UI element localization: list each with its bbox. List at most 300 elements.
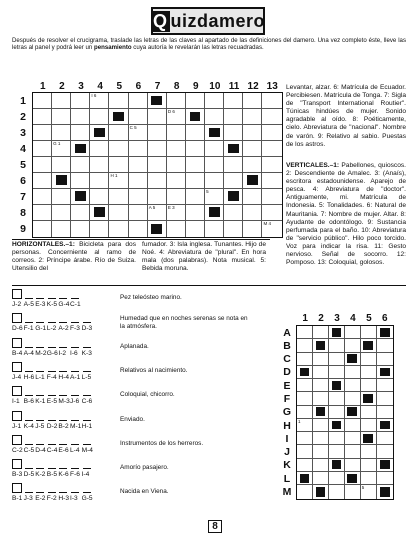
word-definition: Nacida en Viena.	[120, 488, 169, 496]
black-square	[209, 207, 220, 217]
word-puzzle-row	[12, 313, 258, 337]
panel-cell[interactable]	[361, 406, 377, 419]
crossword-cell[interactable]	[129, 93, 148, 109]
crossword-cell[interactable]	[186, 221, 205, 237]
crossword-cell[interactable]	[33, 205, 52, 221]
crossword-column-number: 1	[39, 81, 46, 92]
crossword-cell[interactable]	[186, 189, 205, 205]
answer-letter-box[interactable]	[12, 386, 22, 396]
letter-code: C-6	[81, 398, 93, 406]
panel-cell[interactable]	[361, 419, 377, 432]
answer-blank[interactable]	[36, 420, 44, 421]
crossword-cell[interactable]	[186, 125, 205, 141]
answer-blank[interactable]	[83, 371, 91, 372]
crossword-cell[interactable]	[262, 157, 281, 173]
crossword-cell[interactable]	[33, 109, 52, 125]
panel-cell[interactable]	[297, 445, 313, 458]
panel-cell[interactable]	[329, 432, 345, 445]
panel-cell[interactable]	[313, 445, 329, 458]
crossword-cell[interactable]	[167, 173, 186, 189]
black-square	[247, 175, 258, 185]
panel-cell[interactable]	[313, 392, 329, 405]
crossword-cell[interactable]	[33, 125, 52, 141]
crossword-cell[interactable]	[224, 173, 243, 189]
panel-cell[interactable]	[345, 485, 361, 498]
crossword-cell[interactable]	[167, 157, 186, 173]
crossword-cell[interactable]	[71, 93, 90, 109]
answer-letter-box[interactable]	[12, 459, 22, 469]
panel-row-letter: H	[283, 419, 291, 432]
panel-cell[interactable]	[361, 392, 377, 405]
answer-blank[interactable]	[83, 322, 91, 323]
answer-letter-box[interactable]	[12, 435, 22, 445]
crossword-cell[interactable]	[90, 125, 109, 141]
answer-blank[interactable]	[71, 371, 79, 372]
letter-code: M-3	[58, 398, 70, 406]
crossword-cell[interactable]	[71, 221, 90, 237]
crossword-row-number: 8	[20, 206, 26, 219]
crossword-cell[interactable]	[205, 157, 224, 173]
letter-code: A-5	[23, 301, 34, 308]
answer-blank[interactable]	[83, 492, 91, 493]
panel-cell[interactable]	[313, 326, 329, 339]
answer-panel-grid[interactable]	[296, 325, 394, 500]
crossword-cell[interactable]	[205, 141, 224, 157]
panel-cell[interactable]	[345, 472, 361, 485]
letter-code: G-1	[35, 325, 47, 333]
crossword-cell[interactable]	[167, 141, 186, 157]
crossword-cell[interactable]	[148, 93, 167, 109]
crossword-cell[interactable]	[71, 189, 90, 205]
panel-cell[interactable]	[377, 353, 393, 366]
crossword-cell[interactable]	[167, 189, 186, 205]
crossword-cell[interactable]	[90, 93, 109, 109]
panel-cell[interactable]	[329, 326, 345, 339]
crossword-cell[interactable]	[109, 173, 128, 189]
crossword-cell[interactable]	[90, 221, 109, 237]
answer-blank[interactable]	[59, 468, 67, 469]
answer-letter-box[interactable]	[12, 483, 22, 493]
crossword-cell[interactable]	[243, 125, 262, 141]
panel-cell[interactable]	[297, 392, 313, 405]
answer-blank[interactable]	[36, 468, 44, 469]
panel-cell[interactable]	[345, 339, 361, 352]
crossword-cell[interactable]	[186, 109, 205, 125]
black-square	[209, 128, 220, 138]
answer-blank[interactable]	[25, 444, 33, 445]
crossword-cell[interactable]	[224, 157, 243, 173]
crossword-cell[interactable]	[52, 157, 71, 173]
panel-cell[interactable]	[377, 445, 393, 458]
crossword-cell[interactable]	[262, 189, 281, 205]
crossword-cell[interactable]	[71, 125, 90, 141]
crossword-cell[interactable]	[33, 141, 52, 157]
answer-blank[interactable]	[25, 322, 33, 323]
crossword-column-number: 4	[97, 81, 103, 92]
crossword-cell[interactable]	[52, 93, 71, 109]
panel-cell[interactable]	[313, 353, 329, 366]
answer-letter-box[interactable]	[12, 289, 22, 299]
panel-cell[interactable]	[345, 366, 361, 379]
panel-cell[interactable]	[313, 366, 329, 379]
crossword-cell[interactable]	[129, 189, 148, 205]
crossword-cell[interactable]	[262, 109, 281, 125]
crossword-cell[interactable]	[90, 189, 109, 205]
answer-blank[interactable]	[83, 347, 91, 348]
answer-blank[interactable]	[83, 444, 91, 445]
crossword-cell[interactable]	[224, 125, 243, 141]
panel-cell[interactable]	[313, 432, 329, 445]
answer-blank[interactable]	[48, 420, 56, 421]
letter-code: A-4	[23, 349, 34, 357]
answer-blank[interactable]	[25, 492, 33, 493]
crossword-cell[interactable]	[33, 173, 52, 189]
letter-code: J-4	[12, 373, 22, 381]
answer-blank[interactable]	[71, 444, 79, 445]
crossword-cell[interactable]	[262, 93, 281, 109]
panel-cell[interactable]	[377, 339, 393, 352]
panel-cell[interactable]	[297, 326, 313, 339]
answer-blank[interactable]	[36, 395, 44, 396]
answer-blank[interactable]	[71, 492, 79, 493]
panel-cell[interactable]	[329, 459, 345, 472]
crossword-cell[interactable]	[224, 109, 243, 125]
crossword-cell[interactable]	[262, 173, 281, 189]
crossword-cell[interactable]	[243, 93, 262, 109]
answer-letter-box[interactable]	[12, 362, 22, 372]
answer-blank[interactable]	[59, 492, 67, 493]
crossword-cell[interactable]	[186, 157, 205, 173]
crossword-cell[interactable]	[90, 141, 109, 157]
crossword-cell[interactable]	[52, 189, 71, 205]
panel-cell[interactable]	[345, 419, 361, 432]
crossword-row-number: 3	[20, 126, 26, 139]
crossword-cell[interactable]	[129, 221, 148, 237]
crossword-cell[interactable]	[129, 173, 148, 189]
crossword-cell[interactable]	[129, 109, 148, 125]
answer-blank[interactable]	[59, 395, 67, 396]
panel-cell[interactable]	[297, 379, 313, 392]
crossword-cell[interactable]	[52, 125, 71, 141]
answer-blank[interactable]	[36, 444, 44, 445]
panel-cell[interactable]	[313, 379, 329, 392]
crossword-cell[interactable]	[148, 141, 167, 157]
letter-code: L-1	[35, 373, 45, 381]
panel-cell[interactable]	[377, 419, 393, 432]
black-square	[300, 474, 310, 483]
black-square	[332, 328, 342, 337]
panel-cell[interactable]	[361, 379, 377, 392]
crossword-cell[interactable]	[71, 157, 90, 173]
black-square	[75, 191, 86, 201]
answer-blank[interactable]	[83, 468, 91, 469]
crossword-cell[interactable]	[205, 173, 224, 189]
answer-letter-box[interactable]	[12, 411, 22, 421]
panel-cell[interactable]	[345, 379, 361, 392]
panel-cell[interactable]	[329, 353, 345, 366]
crossword-cell[interactable]	[71, 109, 90, 125]
answer-blank[interactable]	[71, 298, 79, 299]
panel-cell[interactable]	[329, 485, 345, 498]
word-puzzle-row	[12, 338, 258, 362]
crossword-cell[interactable]	[148, 189, 167, 205]
crossword-cell[interactable]	[71, 141, 90, 157]
panel-cell[interactable]	[297, 406, 313, 419]
panel-cell[interactable]	[297, 366, 313, 379]
letter-code: J-5	[35, 422, 45, 430]
panel-cell[interactable]	[329, 379, 345, 392]
panel-cell[interactable]	[345, 432, 361, 445]
panel-cell[interactable]	[313, 419, 329, 432]
panel-cell[interactable]	[377, 432, 393, 445]
panel-row-letter: D	[283, 366, 291, 379]
panel-cell[interactable]	[377, 472, 393, 485]
crossword-cell[interactable]	[109, 157, 128, 173]
crossword-grid[interactable]	[32, 92, 283, 238]
panel-cell[interactable]	[329, 392, 345, 405]
crossword-column-number: 9	[192, 81, 199, 92]
crossword-cell[interactable]	[186, 205, 205, 221]
crossword-cell[interactable]	[205, 205, 224, 221]
crossword-cell[interactable]	[148, 125, 167, 141]
panel-cell[interactable]	[377, 366, 393, 379]
panel-cell[interactable]	[361, 432, 377, 445]
word-puzzle-row	[12, 362, 258, 386]
crossword-cell[interactable]	[109, 189, 128, 205]
crossword-cell[interactable]	[243, 157, 262, 173]
letter-code: B-4	[12, 349, 23, 357]
panel-cell[interactable]	[345, 326, 361, 339]
panel-cell[interactable]	[313, 406, 329, 419]
crossword-cell[interactable]	[148, 205, 167, 221]
crossword-cell[interactable]	[205, 125, 224, 141]
panel-cell[interactable]	[297, 472, 313, 485]
panel-cell[interactable]	[345, 392, 361, 405]
answer-blank[interactable]	[48, 322, 56, 323]
crossword-cell[interactable]	[129, 141, 148, 157]
answer-blank[interactable]	[25, 468, 33, 469]
crossword-cell[interactable]	[186, 141, 205, 157]
panel-cell[interactable]	[297, 432, 313, 445]
letter-code: K-3	[81, 349, 92, 357]
panel-cell[interactable]	[329, 472, 345, 485]
crossword-cell[interactable]	[90, 205, 109, 221]
answer-blank[interactable]	[48, 371, 56, 372]
panel-cell[interactable]	[329, 445, 345, 458]
crossword-cell[interactable]	[148, 221, 167, 237]
crossword-cell[interactable]	[205, 189, 224, 205]
panel-cell[interactable]	[361, 353, 377, 366]
crossword-cell[interactable]	[52, 205, 71, 221]
crossword-cell[interactable]	[205, 109, 224, 125]
crossword-cell[interactable]	[148, 173, 167, 189]
crossword-cell[interactable]	[52, 173, 71, 189]
crossword-cell[interactable]	[71, 173, 90, 189]
crossword-cell[interactable]	[129, 125, 148, 141]
panel-cell[interactable]	[297, 459, 313, 472]
answer-letter-box[interactable]	[12, 313, 22, 323]
answer-blank[interactable]	[71, 347, 79, 348]
crossword-cell[interactable]	[167, 205, 186, 221]
answer-blank[interactable]	[25, 395, 33, 396]
crossword-cell[interactable]	[129, 157, 148, 173]
panel-cell[interactable]	[361, 445, 377, 458]
panel-cell[interactable]	[361, 366, 377, 379]
panel-cell[interactable]	[345, 459, 361, 472]
answer-blank[interactable]	[36, 492, 44, 493]
panel-cell[interactable]	[313, 459, 329, 472]
panel-cell[interactable]	[361, 339, 377, 352]
panel-cell[interactable]	[297, 339, 313, 352]
crossword-cell[interactable]	[52, 221, 71, 237]
answer-blank[interactable]	[48, 492, 56, 493]
word-definition: Relativos al nacimiento.	[120, 366, 188, 374]
answer-blank[interactable]	[59, 420, 67, 421]
answer-blank[interactable]	[83, 395, 91, 396]
word-definition: Pez teleósteo marino.	[120, 294, 182, 301]
crossword-cell[interactable]	[129, 205, 148, 221]
answer-blank[interactable]	[25, 371, 33, 372]
panel-cell[interactable]	[377, 326, 393, 339]
panel-row-letter: C	[283, 353, 291, 366]
panel-cell[interactable]	[329, 406, 345, 419]
crossword-cell[interactable]	[262, 141, 281, 157]
panel-cell[interactable]	[329, 419, 345, 432]
panel-cell[interactable]	[297, 353, 313, 366]
crossword-cell[interactable]	[243, 221, 262, 237]
crossword-cell[interactable]	[109, 141, 128, 157]
crossword-cell[interactable]	[71, 205, 90, 221]
crossword-cell[interactable]	[167, 125, 186, 141]
crossword-row-number: 6	[20, 174, 26, 187]
answer-blank[interactable]	[59, 347, 67, 348]
panel-cell[interactable]	[361, 326, 377, 339]
crossword-cell[interactable]	[224, 141, 243, 157]
crossword-cell[interactable]	[224, 205, 243, 221]
crossword-cell[interactable]	[52, 141, 71, 157]
panel-cell[interactable]	[377, 459, 393, 472]
panel-cell[interactable]	[361, 459, 377, 472]
crossword-cell[interactable]	[205, 93, 224, 109]
crossword-cell[interactable]	[109, 221, 128, 237]
answer-blank[interactable]	[71, 468, 79, 469]
title-rest: uizdamero	[170, 10, 266, 31]
panel-cell[interactable]	[361, 472, 377, 485]
panel-cell[interactable]	[361, 485, 377, 498]
answer-blank[interactable]	[59, 322, 67, 323]
answer-blank[interactable]	[25, 298, 33, 299]
panel-cell[interactable]	[313, 485, 329, 498]
answer-blank[interactable]	[83, 420, 91, 421]
crossword-cell[interactable]	[224, 93, 243, 109]
crossword-cell[interactable]	[167, 221, 186, 237]
answer-blank[interactable]	[48, 444, 56, 445]
answer-blank[interactable]	[59, 444, 67, 445]
answer-blank[interactable]	[48, 468, 56, 469]
crossword-cell[interactable]	[52, 109, 71, 125]
answer-blank[interactable]	[36, 371, 44, 372]
answer-blank[interactable]	[48, 347, 56, 348]
crossword-cell[interactable]	[167, 93, 186, 109]
answer-blank[interactable]	[71, 322, 79, 323]
crossword-cell[interactable]	[224, 221, 243, 237]
crossword-cell[interactable]	[148, 109, 167, 125]
answer-blank[interactable]	[71, 420, 79, 421]
panel-cell[interactable]	[377, 392, 393, 405]
panel-cell[interactable]	[297, 419, 313, 432]
crossword-cell[interactable]	[243, 205, 262, 221]
panel-cell[interactable]	[377, 406, 393, 419]
crossword-cell[interactable]	[33, 157, 52, 173]
crossword-cell[interactable]	[109, 93, 128, 109]
panel-cell[interactable]	[313, 339, 329, 352]
answer-blank[interactable]	[36, 322, 44, 323]
panel-cell[interactable]	[313, 472, 329, 485]
crossword-cell[interactable]	[224, 189, 243, 205]
crossword-cell[interactable]	[262, 205, 281, 221]
answer-blank[interactable]	[48, 298, 56, 299]
crossword-cell[interactable]	[109, 109, 128, 125]
panel-row-letter: K	[283, 459, 291, 472]
crossword-cell[interactable]	[90, 109, 109, 125]
crossword-cell[interactable]	[109, 205, 128, 221]
crossword-row-number: 9	[20, 222, 26, 235]
crossword-cell[interactable]	[186, 93, 205, 109]
answer-blank[interactable]	[36, 298, 44, 299]
crossword-cell[interactable]	[205, 221, 224, 237]
panel-cell[interactable]	[345, 406, 361, 419]
panel-cell[interactable]	[297, 485, 313, 498]
crossword-cell[interactable]	[243, 189, 262, 205]
crossword-cell[interactable]	[243, 109, 262, 125]
answer-blank[interactable]	[71, 395, 79, 396]
horizontales-heading: HORIZONTALES.–1:	[12, 241, 75, 248]
crossword-cell[interactable]	[186, 173, 205, 189]
crossword-cell[interactable]	[33, 221, 52, 237]
answer-blank[interactable]	[36, 347, 44, 348]
crossword-column-number: 5	[116, 81, 123, 92]
panel-cell[interactable]	[345, 445, 361, 458]
crossword-cell[interactable]	[109, 125, 128, 141]
crossword-cell[interactable]	[90, 173, 109, 189]
panel-cell[interactable]	[329, 366, 345, 379]
crossword-cell[interactable]	[33, 189, 52, 205]
crossword-cell[interactable]	[243, 173, 262, 189]
crossword-cell[interactable]	[262, 221, 281, 237]
answer-blank[interactable]	[59, 298, 67, 299]
letter-code: B-5	[46, 471, 58, 479]
answer-blank[interactable]	[59, 371, 67, 372]
answer-blank[interactable]	[25, 420, 33, 421]
crossword-cell[interactable]	[243, 141, 262, 157]
answer-blank[interactable]	[25, 347, 33, 348]
answer-letter-box[interactable]	[12, 338, 22, 348]
letter-code: M-4	[81, 446, 93, 454]
crossword-cell[interactable]	[33, 93, 52, 109]
panel-cell[interactable]	[329, 339, 345, 352]
letter-code: H-4	[58, 373, 70, 381]
crossword-cell[interactable]	[148, 157, 167, 173]
crossword-cell[interactable]	[262, 125, 281, 141]
letter-code: F-6	[70, 471, 80, 479]
cell-clue-mark: 5	[361, 485, 365, 491]
panel-cell[interactable]	[377, 379, 393, 392]
panel-cell[interactable]	[345, 353, 361, 366]
panel-cell[interactable]	[377, 485, 393, 498]
crossword-cell[interactable]	[167, 109, 186, 125]
answer-blank[interactable]	[48, 395, 56, 396]
crossword-cell[interactable]	[90, 157, 109, 173]
